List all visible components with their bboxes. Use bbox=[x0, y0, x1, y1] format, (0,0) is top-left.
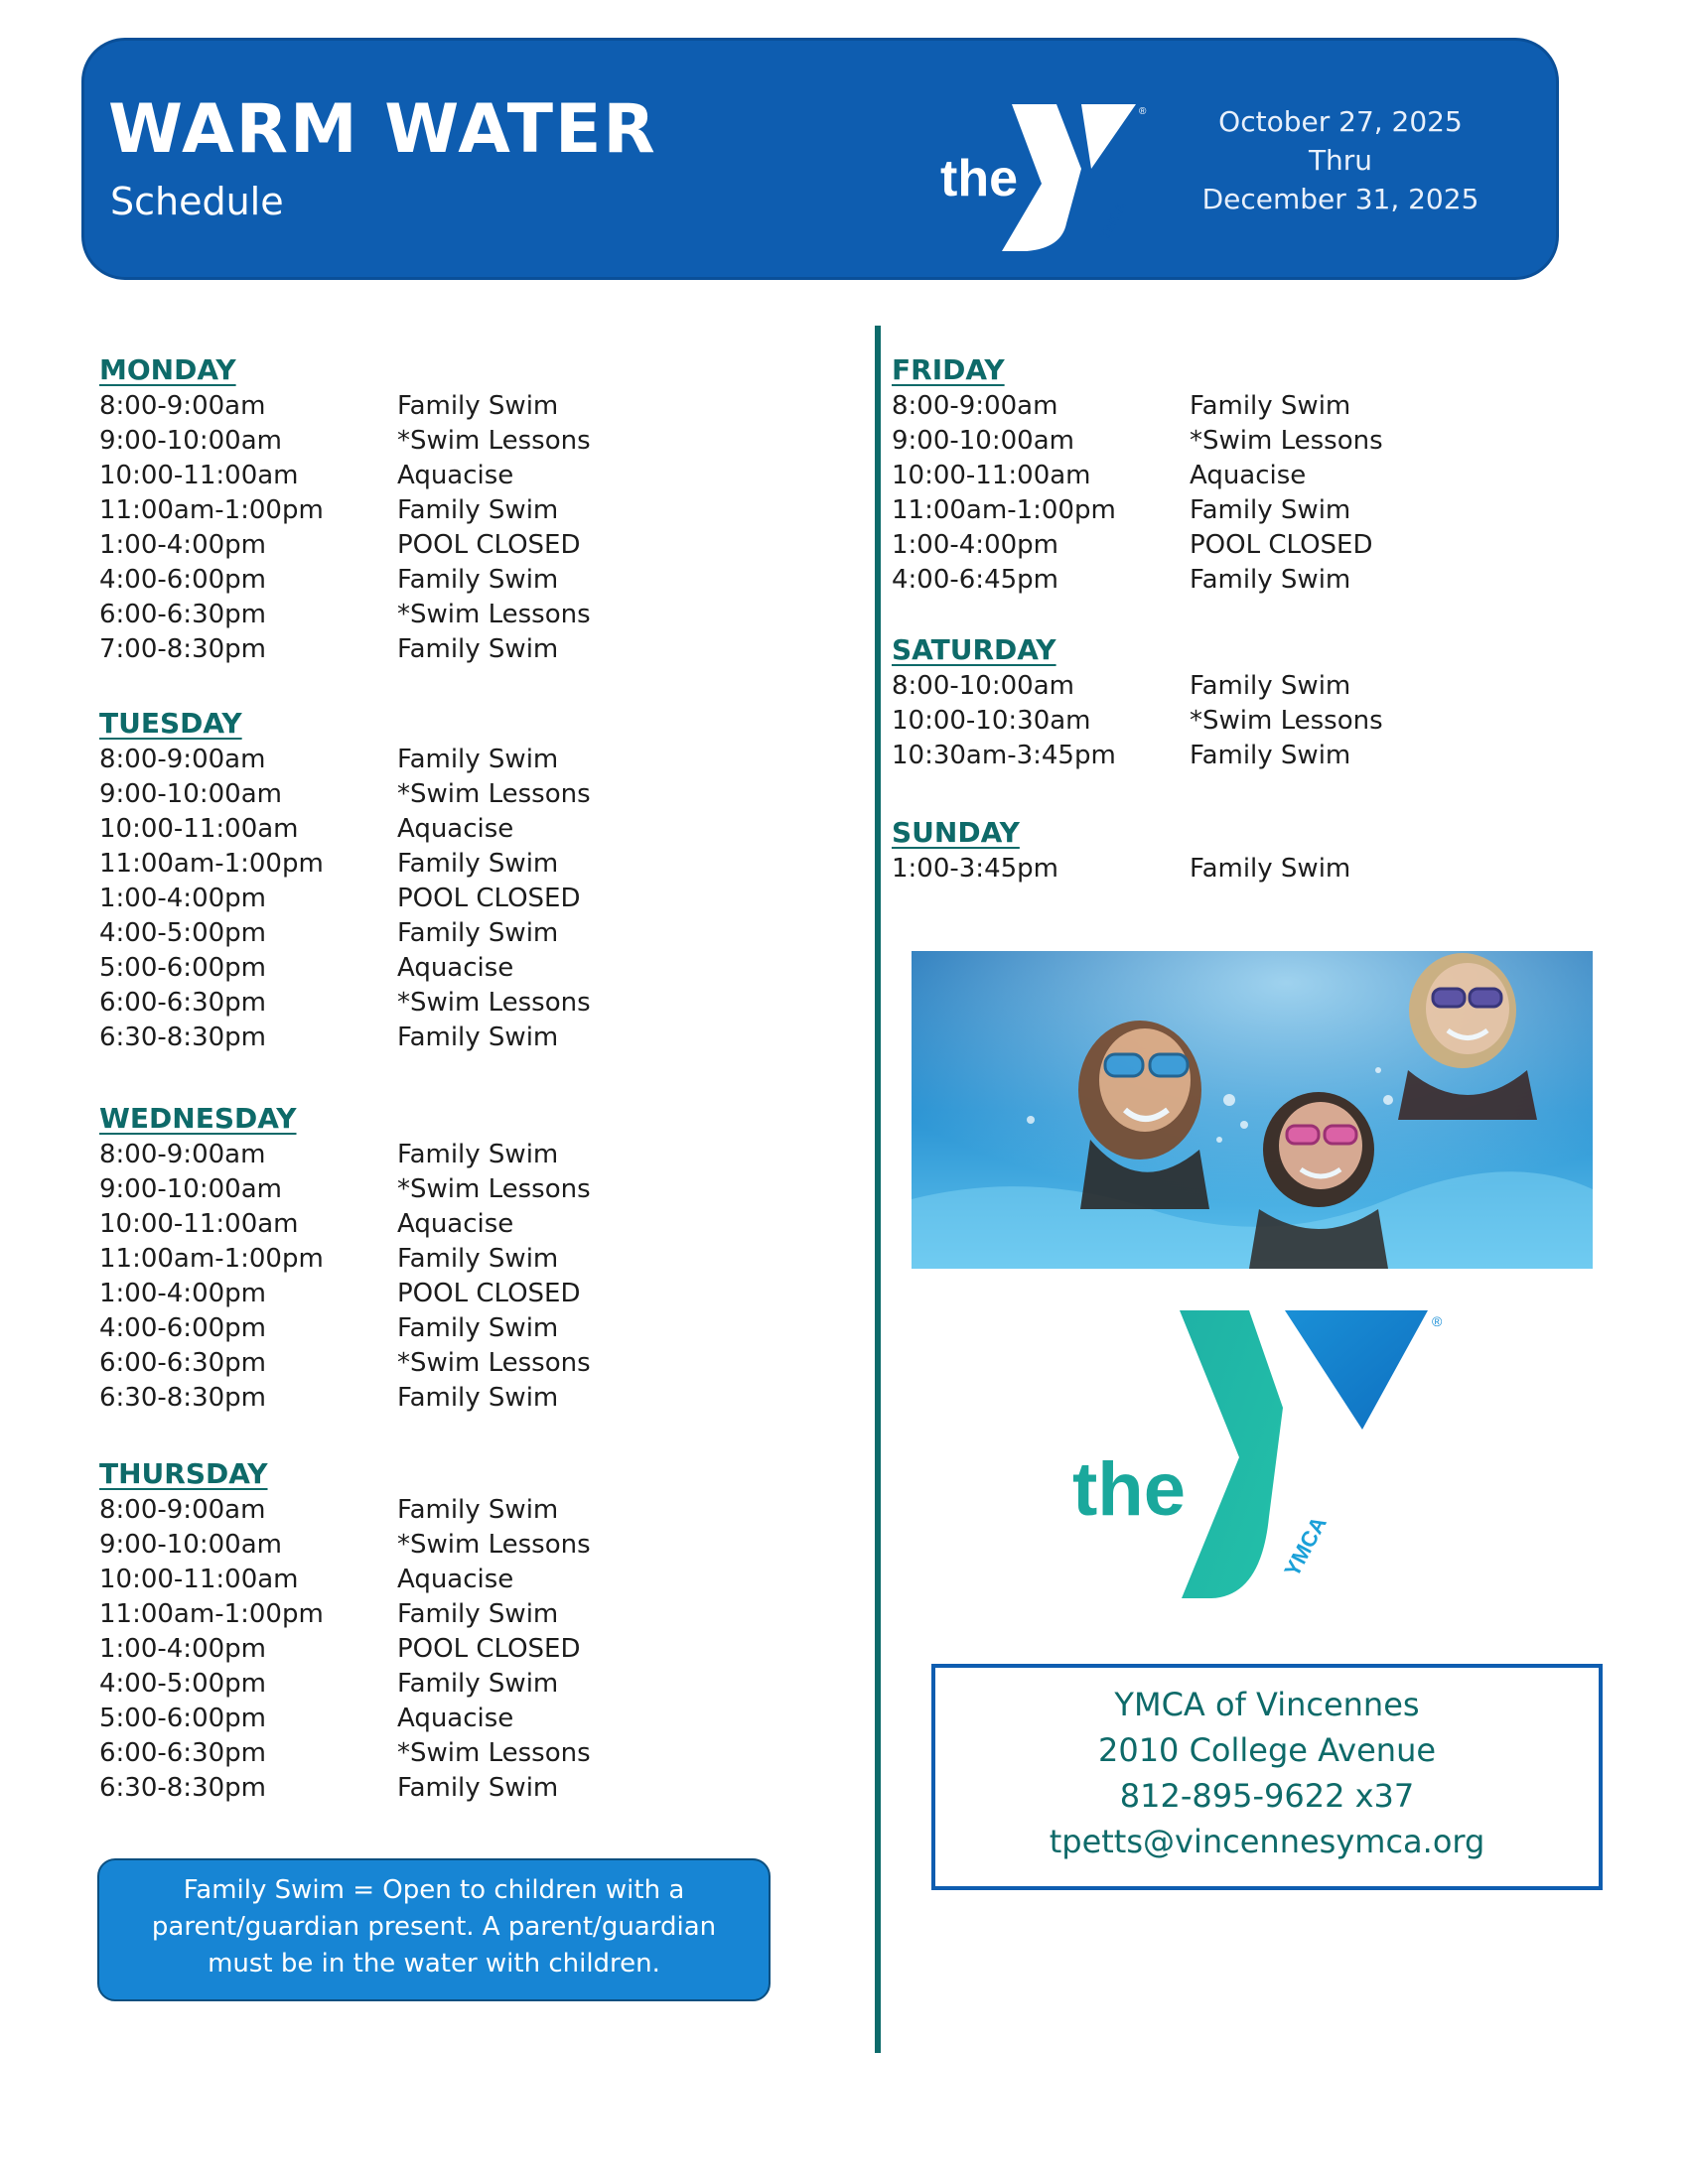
time-slot: 5:00-6:00pm bbox=[99, 1704, 266, 1733]
activity-name: *Swim Lessons bbox=[397, 426, 591, 456]
day-heading-thursday: THURSDAY bbox=[99, 1457, 268, 1490]
note-line-3: must be in the water with children. bbox=[208, 1949, 660, 1979]
day-block-thursday bbox=[99, 1455, 655, 1806]
time-slot: 1:00-4:00pm bbox=[892, 530, 1058, 560]
schedule-row bbox=[99, 563, 655, 598]
logo-color-the-text: the bbox=[1072, 1447, 1186, 1532]
schedule-row bbox=[99, 1667, 655, 1702]
time-slot: 6:00-6:30pm bbox=[99, 1738, 266, 1768]
page-subtitle: Schedule bbox=[110, 180, 284, 223]
schedule-row bbox=[892, 704, 1448, 739]
activity-name: Family Swim bbox=[397, 918, 559, 948]
time-slot: 4:00-5:00pm bbox=[99, 918, 266, 948]
schedule-row bbox=[99, 598, 655, 632]
schedule-row bbox=[892, 459, 1448, 493]
activity-name: Family Swim bbox=[397, 495, 559, 525]
day-block-saturday bbox=[892, 631, 1448, 773]
svg-text:®: ® bbox=[1139, 106, 1147, 117]
activity-name: Family Swim bbox=[397, 745, 559, 774]
schedule-row bbox=[99, 777, 655, 812]
activity-name: Aquacise bbox=[397, 461, 514, 490]
ymca-logo bbox=[1072, 1308, 1470, 1606]
time-slot: 6:00-6:30pm bbox=[99, 988, 266, 1018]
day-heading-sunday: SUNDAY bbox=[892, 816, 1020, 849]
time-slot: 9:00-10:00am bbox=[99, 426, 282, 456]
activity-name: POOL CLOSED bbox=[397, 1634, 581, 1664]
schedule-row bbox=[99, 1771, 655, 1806]
activity-name: *Swim Lessons bbox=[397, 600, 591, 629]
schedule-row bbox=[99, 1563, 655, 1597]
date-separator: Thru bbox=[1308, 144, 1373, 177]
time-slot: 9:00-10:00am bbox=[99, 779, 282, 809]
day-heading-wednesday: WEDNESDAY bbox=[99, 1102, 297, 1135]
time-slot: 1:00-4:00pm bbox=[99, 1634, 266, 1664]
schedule-row bbox=[99, 459, 655, 493]
schedule-row bbox=[892, 389, 1448, 424]
time-slot: 11:00am-1:00pm bbox=[892, 495, 1116, 525]
schedule-row bbox=[99, 1138, 655, 1172]
activity-name: Family Swim bbox=[397, 1495, 559, 1525]
activity-name: Aquacise bbox=[397, 1209, 514, 1239]
schedule-row bbox=[99, 1632, 655, 1667]
schedule-row bbox=[892, 852, 1448, 887]
time-slot: 10:30am-3:45pm bbox=[892, 741, 1116, 770]
time-slot: 1:00-4:00pm bbox=[99, 1279, 266, 1308]
ymca-logo-white bbox=[932, 74, 1161, 263]
children-swimming-photo bbox=[912, 951, 1593, 1269]
schedule-row bbox=[99, 493, 655, 528]
time-slot: 11:00am-1:00pm bbox=[99, 1599, 324, 1629]
column-divider bbox=[875, 326, 881, 2053]
activity-name: *Swim Lessons bbox=[1190, 426, 1383, 456]
activity-name: Aquacise bbox=[397, 1565, 514, 1594]
schedule-row bbox=[99, 882, 655, 916]
time-slot: 8:00-9:00am bbox=[892, 391, 1058, 421]
contact-name: YMCA of Vincennes bbox=[1114, 1686, 1420, 1723]
schedule-row bbox=[99, 986, 655, 1021]
activity-name: Family Swim bbox=[397, 565, 559, 595]
activity-name: *Swim Lessons bbox=[397, 779, 591, 809]
activity-name: Family Swim bbox=[397, 1773, 559, 1803]
note-line-1: Family Swim = Open to children with a bbox=[183, 1875, 685, 1905]
schedule-row bbox=[99, 812, 655, 847]
schedule-row bbox=[99, 951, 655, 986]
schedule-row bbox=[892, 739, 1448, 773]
time-slot: 4:00-5:00pm bbox=[99, 1669, 266, 1699]
schedule-row bbox=[99, 1311, 655, 1346]
activity-name: Family Swim bbox=[397, 391, 559, 421]
schedule-row bbox=[99, 1702, 655, 1736]
family-swim-note bbox=[97, 1858, 771, 2001]
activity-name: Family Swim bbox=[1190, 495, 1351, 525]
time-slot: 6:30-8:30pm bbox=[99, 1383, 266, 1413]
time-slot: 10:00-11:00am bbox=[99, 1209, 299, 1239]
schedule-row bbox=[99, 1528, 655, 1563]
activity-name: Aquacise bbox=[1190, 461, 1307, 490]
page-title: WARM WATER bbox=[108, 90, 657, 169]
schedule-row bbox=[99, 1346, 655, 1381]
time-slot: 9:00-10:00am bbox=[892, 426, 1074, 456]
schedule-row bbox=[99, 1207, 655, 1242]
activity-name: *Swim Lessons bbox=[397, 988, 591, 1018]
schedule-row bbox=[892, 563, 1448, 598]
activity-name: Aquacise bbox=[397, 1704, 514, 1733]
activity-name: Family Swim bbox=[1190, 854, 1351, 884]
activity-name: Family Swim bbox=[1190, 671, 1351, 701]
time-slot: 1:00-4:00pm bbox=[99, 530, 266, 560]
time-slot: 8:00-10:00am bbox=[892, 671, 1074, 701]
time-slot: 9:00-10:00am bbox=[99, 1530, 282, 1560]
schedule-row bbox=[99, 1493, 655, 1528]
time-slot: 7:00-8:30pm bbox=[99, 634, 266, 664]
schedule-row bbox=[892, 424, 1448, 459]
svg-text:YMCA: YMCA bbox=[1095, 199, 1130, 243]
activity-name: Family Swim bbox=[1190, 391, 1351, 421]
svg-text:®: ® bbox=[1432, 1313, 1443, 1329]
activity-name: Aquacise bbox=[397, 814, 514, 844]
activity-name: Family Swim bbox=[397, 849, 559, 879]
time-slot: 8:00-9:00am bbox=[99, 391, 266, 421]
time-slot: 10:00-10:30am bbox=[892, 706, 1091, 736]
time-slot: 6:30-8:30pm bbox=[99, 1023, 266, 1052]
schedule-row bbox=[99, 1736, 655, 1771]
day-heading-monday: MONDAY bbox=[99, 353, 236, 386]
header-banner bbox=[81, 38, 1559, 280]
contact-phone[interactable]: 812-895-9622 x37 bbox=[1119, 1777, 1415, 1815]
time-slot: 1:00-3:45pm bbox=[892, 854, 1058, 884]
activity-name: Family Swim bbox=[397, 1669, 559, 1699]
activity-name: *Swim Lessons bbox=[397, 1174, 591, 1204]
activity-name: Family Swim bbox=[397, 1244, 559, 1274]
time-slot: 8:00-9:00am bbox=[99, 1495, 266, 1525]
time-slot: 9:00-10:00am bbox=[99, 1174, 282, 1204]
activity-name: Family Swim bbox=[1190, 741, 1351, 770]
activity-name: Family Swim bbox=[397, 1599, 559, 1629]
date-range bbox=[1177, 102, 1504, 218]
day-block-friday bbox=[892, 351, 1448, 598]
time-slot: 11:00am-1:00pm bbox=[99, 495, 324, 525]
time-slot: 4:00-6:00pm bbox=[99, 565, 266, 595]
schedule-row bbox=[99, 1172, 655, 1207]
time-slot: 6:00-6:30pm bbox=[99, 600, 266, 629]
time-slot: 8:00-9:00am bbox=[99, 1140, 266, 1169]
schedule-row bbox=[892, 493, 1448, 528]
contact-address: 2010 College Avenue bbox=[1097, 1731, 1437, 1769]
activity-name: *Swim Lessons bbox=[1190, 706, 1383, 736]
note-line-2: parent/guardian present. A parent/guardian bbox=[151, 1912, 717, 1942]
time-slot: 10:00-11:00am bbox=[892, 461, 1091, 490]
contact-box bbox=[931, 1664, 1603, 1890]
schedule-row bbox=[99, 847, 655, 882]
svg-text:YMCA: YMCA bbox=[1279, 1512, 1332, 1581]
activity-name: *Swim Lessons bbox=[397, 1530, 591, 1560]
time-slot: 10:00-11:00am bbox=[99, 461, 299, 490]
schedule-row bbox=[99, 1277, 655, 1311]
schedule-row bbox=[99, 1381, 655, 1416]
activity-name: *Swim Lessons bbox=[397, 1738, 591, 1768]
time-slot: 5:00-6:00pm bbox=[99, 953, 266, 983]
time-slot: 10:00-11:00am bbox=[99, 814, 299, 844]
time-slot: 11:00am-1:00pm bbox=[99, 1244, 324, 1274]
activity-name: *Swim Lessons bbox=[397, 1348, 591, 1378]
activity-name: POOL CLOSED bbox=[397, 1279, 581, 1308]
schedule-row bbox=[99, 389, 655, 424]
day-heading-saturday: SATURDAY bbox=[892, 633, 1056, 666]
schedule-row bbox=[99, 743, 655, 777]
schedule-row bbox=[99, 1021, 655, 1055]
time-slot: 11:00am-1:00pm bbox=[99, 849, 324, 879]
time-slot: 1:00-4:00pm bbox=[99, 884, 266, 913]
activity-name: POOL CLOSED bbox=[1190, 530, 1373, 560]
activity-name: POOL CLOSED bbox=[397, 884, 581, 913]
schedule-row bbox=[99, 1242, 655, 1277]
date-start: October 27, 2025 bbox=[1218, 105, 1463, 138]
activity-name: Family Swim bbox=[397, 1023, 559, 1052]
activity-name: Family Swim bbox=[397, 634, 559, 664]
time-slot: 10:00-11:00am bbox=[99, 1565, 299, 1594]
contact-email[interactable]: tpetts@vincennesymca.org bbox=[1049, 1823, 1485, 1860]
time-slot: 4:00-6:00pm bbox=[99, 1313, 266, 1343]
activity-name: Aquacise bbox=[397, 953, 514, 983]
schedule-row bbox=[99, 1597, 655, 1632]
date-end: December 31, 2025 bbox=[1201, 183, 1479, 215]
day-block-monday bbox=[99, 351, 655, 667]
activity-name: POOL CLOSED bbox=[397, 530, 581, 560]
activity-name: Family Swim bbox=[1190, 565, 1351, 595]
activity-name: Family Swim bbox=[397, 1140, 559, 1169]
day-block-wednesday bbox=[99, 1100, 655, 1416]
time-slot: 6:30-8:30pm bbox=[99, 1773, 266, 1803]
day-block-sunday bbox=[892, 814, 1448, 887]
logo-the-text: the bbox=[940, 150, 1018, 207]
day-heading-friday: FRIDAY bbox=[892, 353, 1005, 386]
day-block-tuesday bbox=[99, 705, 655, 1055]
schedule-row bbox=[99, 632, 655, 667]
schedule-row bbox=[892, 669, 1448, 704]
schedule-row bbox=[99, 916, 655, 951]
schedule-row bbox=[892, 528, 1448, 563]
time-slot: 6:00-6:30pm bbox=[99, 1348, 266, 1378]
time-slot: 8:00-9:00am bbox=[99, 745, 266, 774]
time-slot: 4:00-6:45pm bbox=[892, 565, 1058, 595]
schedule-row bbox=[99, 424, 655, 459]
schedule-row bbox=[99, 528, 655, 563]
day-heading-tuesday: TUESDAY bbox=[99, 707, 242, 740]
activity-name: Family Swim bbox=[397, 1383, 559, 1413]
activity-name: Family Swim bbox=[397, 1313, 559, 1343]
